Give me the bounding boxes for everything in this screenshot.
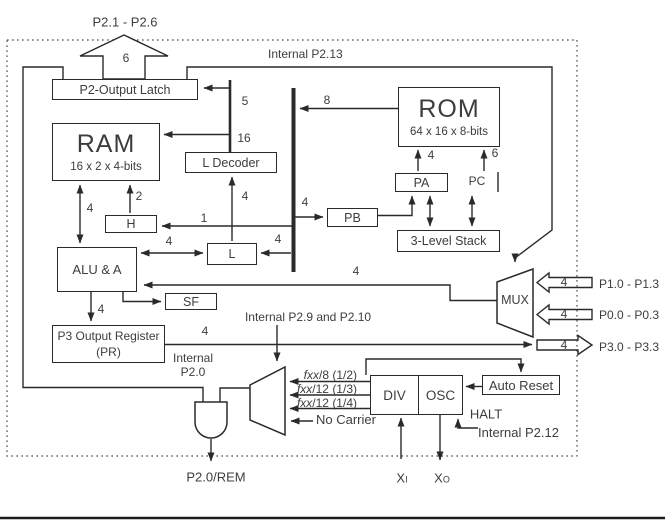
auto-reset-block <box>482 375 560 395</box>
three-level-stack-block <box>397 230 500 252</box>
h-register-label: H <box>126 217 136 231</box>
wire-clockmux-to-and <box>220 388 250 402</box>
xo-pin-label: XO <box>434 470 450 486</box>
p3-register-label-line1: P3 Output Register <box>57 328 160 343</box>
xi-pin-label: XI <box>396 470 408 486</box>
osc-label: OSC <box>425 387 456 403</box>
p0-port-width: 4 <box>560 307 568 321</box>
internal-p20-label-line1: Internal <box>172 351 214 365</box>
p1-port-width: 4 <box>560 275 568 289</box>
halt-label: HALT <box>469 406 503 422</box>
l-register-label: L <box>228 247 236 261</box>
wire-alu-to-sf <box>123 292 161 302</box>
alu-l-width: 4 <box>165 234 173 248</box>
ram-alu-width: 4 <box>86 201 94 215</box>
rom-title: ROM <box>418 95 480 124</box>
div-cell <box>371 376 419 414</box>
and-gate-icon <box>195 402 227 438</box>
p3-port-range-label: P3.0 - P3.3 <box>599 340 660 354</box>
mux-label: MUX <box>501 293 529 307</box>
p2-output-latch-label: P2-Output Latch <box>79 82 171 97</box>
pb-bus-width: 4 <box>301 195 309 209</box>
no-carrier-label: No Carrier <box>316 412 376 427</box>
p20-rem-pin-label: P2.0/REM <box>186 469 246 485</box>
ram-subtitle: 16 x 2 x 4-bits <box>70 160 142 173</box>
clock-selector-shape <box>250 367 285 435</box>
ram-title: RAM <box>76 130 136 159</box>
l-register-block <box>207 243 257 265</box>
internal-p29-p210-label: Internal P2.9 and P2.10 <box>244 310 372 324</box>
p3-out-width: 4 <box>201 324 209 338</box>
internal-p212-label: Internal P2.12 <box>478 425 559 440</box>
pa-label: PA <box>413 175 430 190</box>
clock-input-fxx8-label: fxx/8 (1/2) <box>303 368 357 382</box>
pb-label: PB <box>344 210 361 225</box>
mux-alu-width: 4 <box>352 264 360 278</box>
l-bus-width: 4 <box>274 232 282 246</box>
clock-input-fxx12-third-label: fxx/12 (1/3) <box>296 382 357 396</box>
clock-input-fxx12-quarter-label: fxx/12 (1/4) <box>296 396 357 410</box>
p1-port-range-label: P1.0 - P1.3 <box>599 277 660 291</box>
pc-rom-width: 6 <box>491 146 499 160</box>
p0-port-range-label: P0.0 - P0.3 <box>599 308 660 322</box>
wire-osc-to-autoreset <box>366 359 521 375</box>
l-decoder-label: L Decoder <box>202 155 260 170</box>
rom-block <box>398 87 500 147</box>
pa-rom-width: 4 <box>427 148 435 162</box>
alu-label: ALU & A <box>72 262 122 277</box>
osc-cell <box>419 376 462 414</box>
ram-block <box>52 123 160 181</box>
internal-p213-label: Internal P2.13 <box>268 47 343 61</box>
wire-pb-to-pa <box>378 196 412 216</box>
sf-block <box>165 293 217 310</box>
h-ram-width: 2 <box>135 189 143 203</box>
p2-port-width: 6 <box>122 51 130 65</box>
l-decoder-block <box>185 152 277 173</box>
p2-port-range-label: P2.1 - P2.6 <box>92 14 158 30</box>
pb-register-block <box>327 208 378 227</box>
p3-port-width: 4 <box>560 338 568 352</box>
div-label: DIV <box>383 387 406 403</box>
pa-register-block <box>395 173 448 192</box>
rom-bus-width: 8 <box>323 93 331 107</box>
div-osc-block <box>370 375 463 415</box>
latch-bus-width: 5 <box>241 94 249 108</box>
h-bus-width: 1 <box>200 211 208 225</box>
h-register-block <box>105 215 157 233</box>
pc-register-label: PC <box>468 174 486 188</box>
stack-label: 3-Level Stack <box>410 234 487 248</box>
internal-p20-label-line2: P2.0 <box>180 365 206 379</box>
sf-label: SF <box>183 294 199 309</box>
p2-output-latch-block <box>52 79 198 100</box>
alu-p3-width: 4 <box>97 302 105 316</box>
p3-output-register-block <box>52 325 165 363</box>
l-decoder-width: 4 <box>241 189 249 203</box>
alu-block <box>57 247 137 292</box>
ram-bus-width: 16 <box>237 131 251 145</box>
rom-subtitle: 64 x 16 x 8-bits <box>410 125 488 138</box>
auto-reset-label: Auto Reset <box>488 377 554 393</box>
p3-register-label-line2: (PR) <box>96 345 121 359</box>
